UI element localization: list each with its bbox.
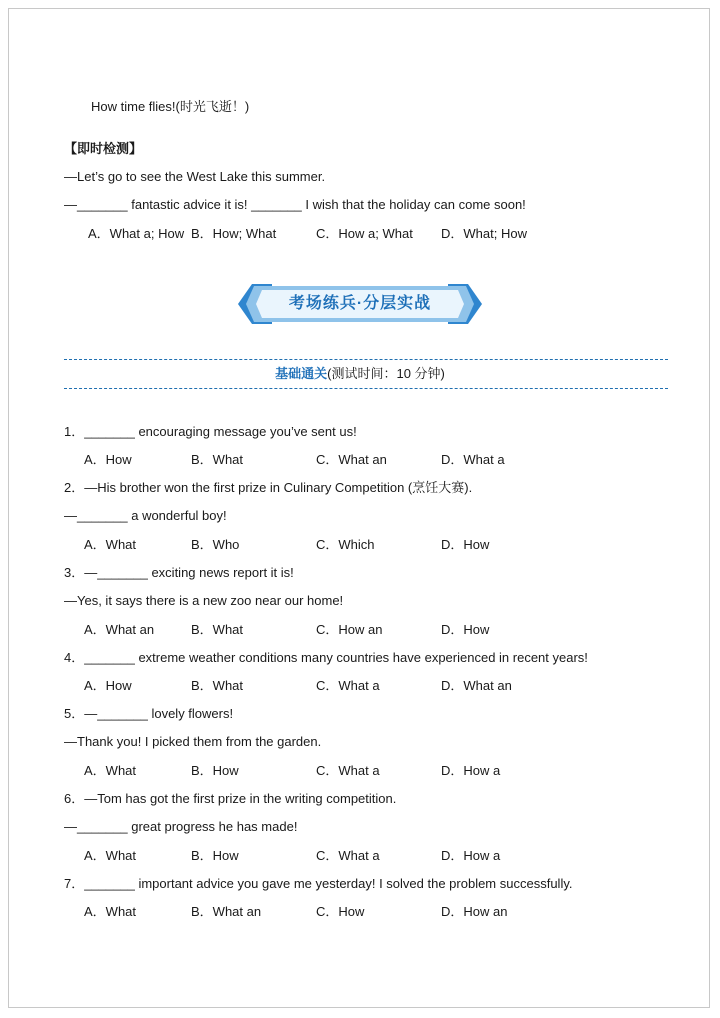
question-option: D．How a — [441, 763, 501, 778]
section-banner — [238, 282, 482, 326]
check-question-line-2: —_______ fantastic advice it is! _______ I wish that the holiday can come soon! — [64, 197, 526, 212]
question-line: 4．_______ extreme weather conditions many countries have experienced in recent years! — [64, 650, 588, 665]
check-option-a: A．What a; How — [88, 226, 185, 241]
banner-title: 考场练兵·分层实战 — [288, 295, 432, 312]
section-title: 基础通关 — [275, 366, 328, 381]
section-heading — [0, 365, 720, 383]
intro-example: How time flies!(时光飞逝！) — [91, 99, 250, 114]
question-option: B．How — [191, 763, 239, 778]
question-option: D．How — [441, 537, 490, 552]
question-option: D．What a — [441, 452, 505, 467]
question-line: 6．—Tom has got the first prize in the writing competition. — [64, 791, 397, 806]
section-time: (测试时间：10 分钟) — [327, 366, 445, 381]
question-option: D．What an — [441, 678, 512, 693]
check-option-c: C．How a; What — [316, 226, 413, 241]
question-option: B．What — [191, 622, 244, 637]
question-option: B．What — [191, 452, 244, 467]
question-option: C．How an — [316, 622, 383, 637]
question-option: A．How — [84, 678, 132, 693]
section-divider-top — [64, 359, 668, 360]
question-option: A．What — [84, 763, 137, 778]
question-line: —_______ great progress he has made! — [64, 819, 298, 834]
question-option: A．What — [84, 848, 137, 863]
question-option: A．What an — [84, 622, 155, 637]
question-line: 1．_______ encouraging message you’ve sent us! — [64, 424, 357, 439]
question-option: D．How a — [441, 848, 501, 863]
check-option-b: B．How; What — [191, 226, 277, 241]
question-option: A．What — [84, 904, 137, 919]
question-option: B．What an — [191, 904, 262, 919]
check-option-d: D．What; How — [441, 226, 527, 241]
question-option: C．How — [316, 904, 365, 919]
question-option: C．What a — [316, 763, 380, 778]
section-divider-bottom — [64, 388, 668, 389]
question-option: C．What a — [316, 678, 380, 693]
question-option: B．Who — [191, 537, 240, 552]
question-option: C．Which — [316, 537, 375, 552]
question-option: D．How — [441, 622, 490, 637]
question-line: —Yes, it says there is a new zoo near our home! — [64, 593, 344, 608]
question-option: B．What — [191, 678, 244, 693]
question-option: D．How an — [441, 904, 508, 919]
question-option: C．What an — [316, 452, 387, 467]
question-line: 2．—His brother won the first prize in Culinary Competition (烹饪大赛). — [64, 480, 473, 495]
question-line: 3．—_______ exciting news report it is! — [64, 565, 294, 580]
question-line: 5．—_______ lovely flowers! — [64, 706, 234, 721]
check-heading: 【即时检测】 — [64, 141, 143, 156]
question-option: A．How — [84, 452, 132, 467]
check-question-line-1: —Let’s go to see the West Lake this summer. — [64, 169, 326, 184]
question-line: —Thank you! I picked them from the garden. — [64, 734, 322, 749]
question-option: B．How — [191, 848, 239, 863]
question-line: 7．_______ important advice you gave me yesterday! I solved the problem successfully. — [64, 876, 573, 891]
question-option: A．What — [84, 537, 137, 552]
question-option: C．What a — [316, 848, 380, 863]
question-line: —_______ a wonderful boy! — [64, 508, 227, 523]
